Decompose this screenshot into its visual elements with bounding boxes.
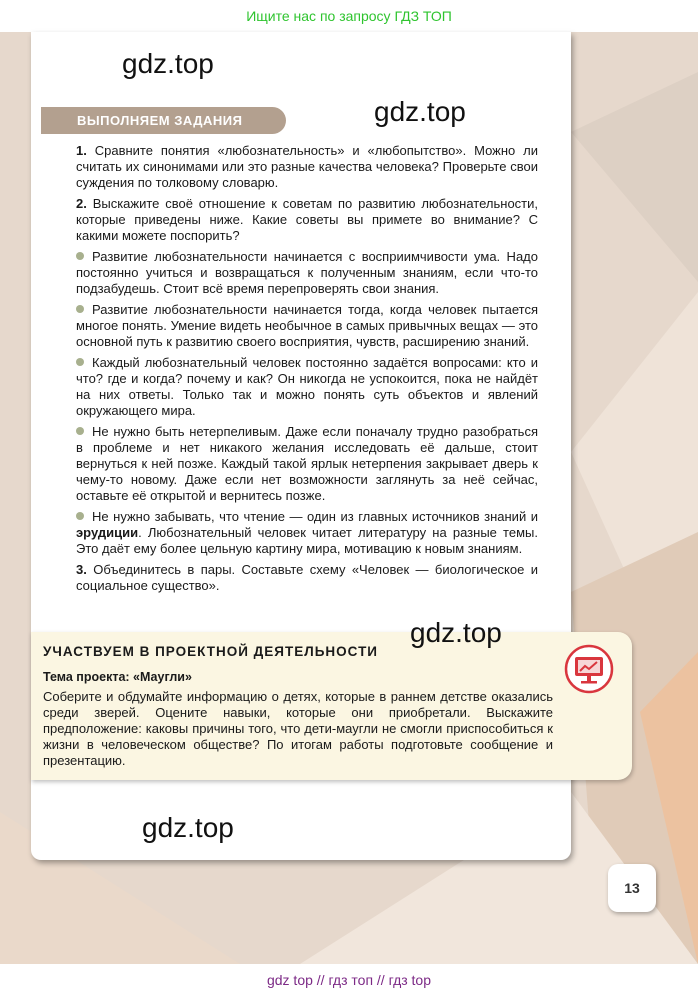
tasks-header: ВЫПОЛНЯЕМ ЗАДАНИЯ xyxy=(41,107,286,134)
presentation-icon xyxy=(564,644,614,694)
watermark: gdz.top xyxy=(374,96,466,127)
task-number: 3. xyxy=(76,562,87,577)
task-text: Объединитесь в пары. Составьте схему «Человек — биологическое и социальное существо». xyxy=(76,562,538,593)
bullet-icon xyxy=(76,252,84,260)
project-box xyxy=(31,632,632,780)
project-title: УЧАСТВУЕМ В ПРОЕКТНОЙ ДЕЯТЕЛЬНОСТИ xyxy=(43,644,379,659)
advice-text: . Любознательный человек читает литературу на разные темы. Это даёт ему более цельную картину мира, мотивацию к новым знаниям. xyxy=(76,525,538,556)
page-number: 13 xyxy=(608,864,656,912)
bullet-icon xyxy=(76,512,84,520)
advice-text: Каждый любознательный человек постоянно задаётся вопросами: кто и что? где и когда? почему и как? Он никогда не успокоится, пока не найдёт на них ответы. Только так и можно понять суть объектов и явлений окружающего мира. xyxy=(76,355,538,418)
advice-text: Не нужно забывать, что чтение — один из главных источников знаний и xyxy=(92,509,538,524)
bullet-icon xyxy=(76,305,84,313)
advice-item xyxy=(76,302,538,350)
task-1 xyxy=(76,143,538,191)
tasks-content xyxy=(76,143,538,599)
task-3 xyxy=(76,562,538,594)
advice-item xyxy=(76,355,538,419)
task-text: Выскажите своё отношение к советам по развитию любознательности, которые приведены ниже. Какие советы вы примете во внимание? С какими можете поспорить? xyxy=(76,196,538,243)
bullet-icon xyxy=(76,358,84,366)
top-banner: Ищите нас по запросу ГДЗ ТОП xyxy=(0,0,698,32)
advice-term: эрудиции xyxy=(76,525,139,540)
advice-item xyxy=(76,509,538,557)
project-theme: Тема проекта: «Маугли» xyxy=(43,670,192,684)
bullet-icon xyxy=(76,427,84,435)
advice-item xyxy=(76,249,538,297)
task-2 xyxy=(76,196,538,244)
project-text: Соберите и обдумайте информацию о детях, которые в раннем детстве оказались среди зверей. Оцените навыки, которые они приобретали. Выскажите предположение: каковы причины того, что дети-маугли не смогли приспособиться к жизни в человеческом обществе? По итогам работы подготовьте сообщение и презентацию. xyxy=(43,689,553,768)
task-number: 2. xyxy=(76,196,87,211)
advice-text: Не нужно быть нетерпеливым. Даже если поначалу трудно разобраться в проблеме и нет никакого желания исследовать её дальше, стоит вернуться к ней позже. Каждый такой ярлык нетерпения закрывает дверь к чему-то новому. Даже если нет возможности заглянуть за неё сейчас, оставьте её открытой и вернитесь позже. xyxy=(76,424,538,503)
bottom-bar: gdz top // гдз топ // гдз top xyxy=(0,964,698,997)
advice-item xyxy=(76,424,538,504)
watermark: gdz.top xyxy=(410,617,502,648)
task-text: Сравните понятия «любознательность» и «любопытство». Можно ли считать их синонимами или это разные качества человека? Проверьте свои суждения по толковому словарю. xyxy=(76,143,538,190)
task-number: 1. xyxy=(76,143,87,158)
watermark: gdz.top xyxy=(142,812,234,843)
watermark: gdz.top xyxy=(122,48,214,79)
advice-text: Развитие любознательности начинается тогда, когда человек пытается многое понять. Умение видеть необычное в самых привычных вещах — это основной путь к развитию своего восприятия, чувств, расширению знаний. xyxy=(76,302,538,349)
advice-text: Развитие любознательности начинается с восприимчивости ума. Надо постоянно учиться и возвращаться к полученным знаниям, если что-то подзабудешь. Стоит всё время перепроверять свои знания. xyxy=(76,249,538,296)
